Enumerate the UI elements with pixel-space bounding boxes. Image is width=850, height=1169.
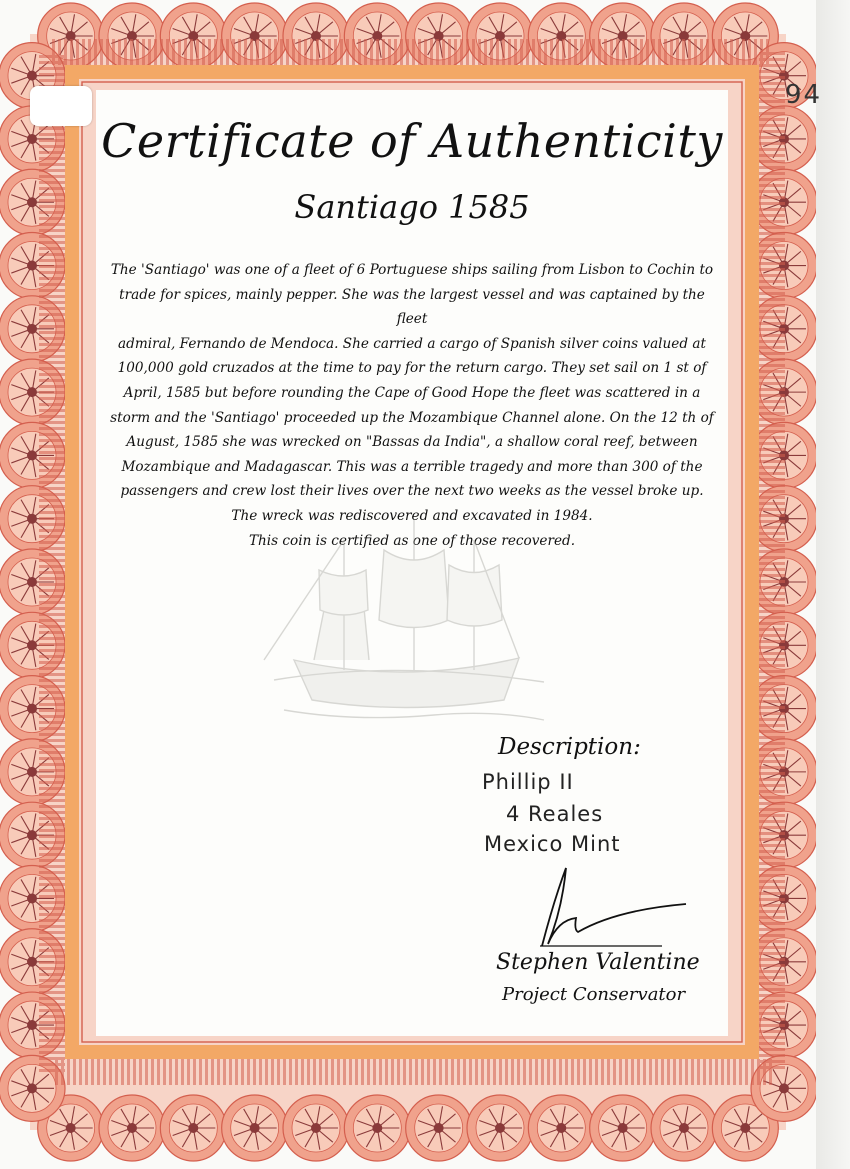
body-line: August, 1585 she was wrecked on "Bassas da India", a shallow coral reef, between [126, 434, 698, 451]
border-scallop [99, 1095, 165, 1161]
border-scallop [0, 549, 65, 615]
border-scallop [222, 3, 288, 69]
scanner-page-edge [816, 0, 850, 1169]
body-line: The wreck was rediscovered and excavated in 1984. [231, 507, 593, 524]
handwritten-description-line: Mexico Mint [484, 832, 621, 856]
signature [496, 860, 696, 950]
border-scallop [160, 1095, 226, 1161]
border-scallop [0, 992, 65, 1058]
border-scallop [651, 1095, 717, 1161]
signer-name: Stephen Valentine [496, 950, 700, 975]
border-scallop [344, 1095, 410, 1161]
signer-role: Project Conservator [502, 984, 686, 1005]
certificate-subtitle: Santiago 1585 [294, 188, 530, 226]
border-scallop [751, 1055, 816, 1121]
border-scallop [0, 422, 65, 488]
blank-sticky-label [30, 86, 92, 126]
body-line: admiral, Fernando de Mendoca. She carried a cargo of Spanish silver coins valued at [118, 335, 706, 352]
border-scallop [751, 486, 816, 552]
border-scallop [467, 1095, 533, 1161]
body-line: trade for spices, mainly pepper. She was the largest vessel and was captained by the fleet [119, 286, 705, 328]
body-line: Mozambique and Madagascar. This was a terrible tragedy and more than 300 of the [121, 458, 703, 475]
handwritten-page-number: 94 [785, 80, 823, 110]
body-line: 100,000 gold cruzados at the time to pay for the return cargo. They set sail on 1 st of [117, 360, 707, 377]
border-scallop [222, 1095, 288, 1161]
border-scallop [406, 1095, 472, 1161]
border-scallop [751, 359, 816, 425]
border-scallop [283, 1095, 349, 1161]
border-scallop [528, 1095, 594, 1161]
border-scallop [467, 3, 533, 69]
certificate-title: Certificate of Authenticity [101, 114, 723, 168]
body-line: This coin is certified as one of those recovered. [248, 532, 576, 549]
body-line: storm and the 'Santiago' proceeded up the Mozambique Channel alone. On the 12 th of [110, 409, 714, 426]
galleon-ship-watermark [254, 510, 554, 730]
border-scallop [590, 1095, 656, 1161]
body-line: April, 1585 but before rounding the Cape of Good Hope the fleet was scattered in a [123, 384, 701, 401]
handwritten-description-line: Phillip II [482, 770, 574, 794]
description-label: Description: [498, 734, 641, 760]
certificate-content-panel [96, 90, 728, 1036]
body-line: passengers and crew lost their lives over the next two weeks as the vessel broke up. [120, 483, 704, 500]
certificate-body [106, 258, 718, 553]
body-line: The 'Santiago' was one of a fleet of 6 Portuguese ships sailing from Lisbon to Cochin to [110, 262, 714, 278]
handwritten-description-line: 4 Reales [506, 802, 604, 826]
